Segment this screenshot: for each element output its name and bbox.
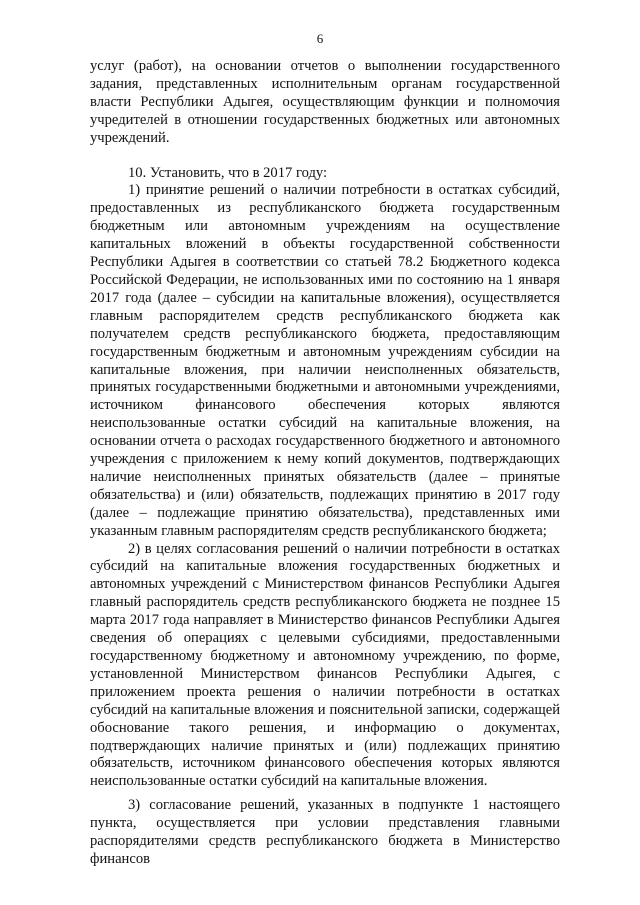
paragraph-subitem-2: 2) в целях согласования решений о наличии потребности в остатках субсидий на капитальные вложения государственных бюджетных и автономных учреждений с Министерством финансов Республики Адыгея главный распорядитель средств республиканского бюджета не позднее 15 марта 2017 года направляет в Министерство финансов Республики Адыгея сведения об операциях с целевыми субсидиями, предоставленными государственному бюджетному и автономному учреждению, по форме, установленной Министерством финансов Республики Адыгея, с приложением проекта решения о наличии потребности в остатках субсидий на капитальные вложения и пояснительной записки, содержащей обоснование такого решения, и информацию о документах, подтверждающих наличие принятых и (или) подлежащих принятию обязательств, источником финансового обеспечения которых являются неиспользованные остатки субсидий на капитальные вложения.: [90, 540, 560, 790]
document-body: [90, 58, 560, 869]
paragraph-item-10: 10. Установить, что в 2017 году:: [128, 164, 328, 181]
paragraph-continuation: услуг (работ), на основании отчетов о выполнении государственного задания, представленных исполнительным органам государственной власти Республики Адыгея, осуществляющим функции и полномочия учредителей в отношении государственных бюджетных или автономных учреждений.: [90, 58, 560, 146]
paragraph-subitem-1: 1) принятие решений о наличии потребности в остатках субсидий, предоставленных из республиканского бюджета государственным бюджетным или автономным учреждениям на осуществление капитальных вложений в объекты государственной собственности Республики Адыгея в соответствии со статьей 78.2 Бюджетного кодекса Российской Федерации, не использованных ими по состоянию на 1 января 2017 года (далее – субсидии на капитальные вложения), осуществляется главным распорядителем средств республиканского бюджета как получателем средств республиканского бюджета, предоставляющим государственным бюджетным и автономным учреждениям субсидии на капитальные вложения, при наличии неисполненных обязательств, принятых государственными бюджетными и автономными учреждениями, источником финансового обеспечения которых являются неиспользованные остатки субсидий на капитальные вложения, на основании отчета о расходах государственного бюджетного и автономного учреждения с приложением к нему копий документов, подтверждающих наличие неисполненных принятых обязательств (далее – принятые обязательства) и (или) обязательств, подлежащих принятию в 2017 году (далее – подлежащие принятию обязательства), представленных ими указанным главным распорядителям средств республиканского бюджета;: [90, 182, 560, 539]
paragraph-subitem-3: 3) согласование решений, указанных в подпункте 1 настоящего пункта, осуществляется при условии представления главными распорядителями средств республиканского бюджета в Министерство финансов: [90, 797, 560, 867]
page-number: 6: [316, 31, 324, 46]
